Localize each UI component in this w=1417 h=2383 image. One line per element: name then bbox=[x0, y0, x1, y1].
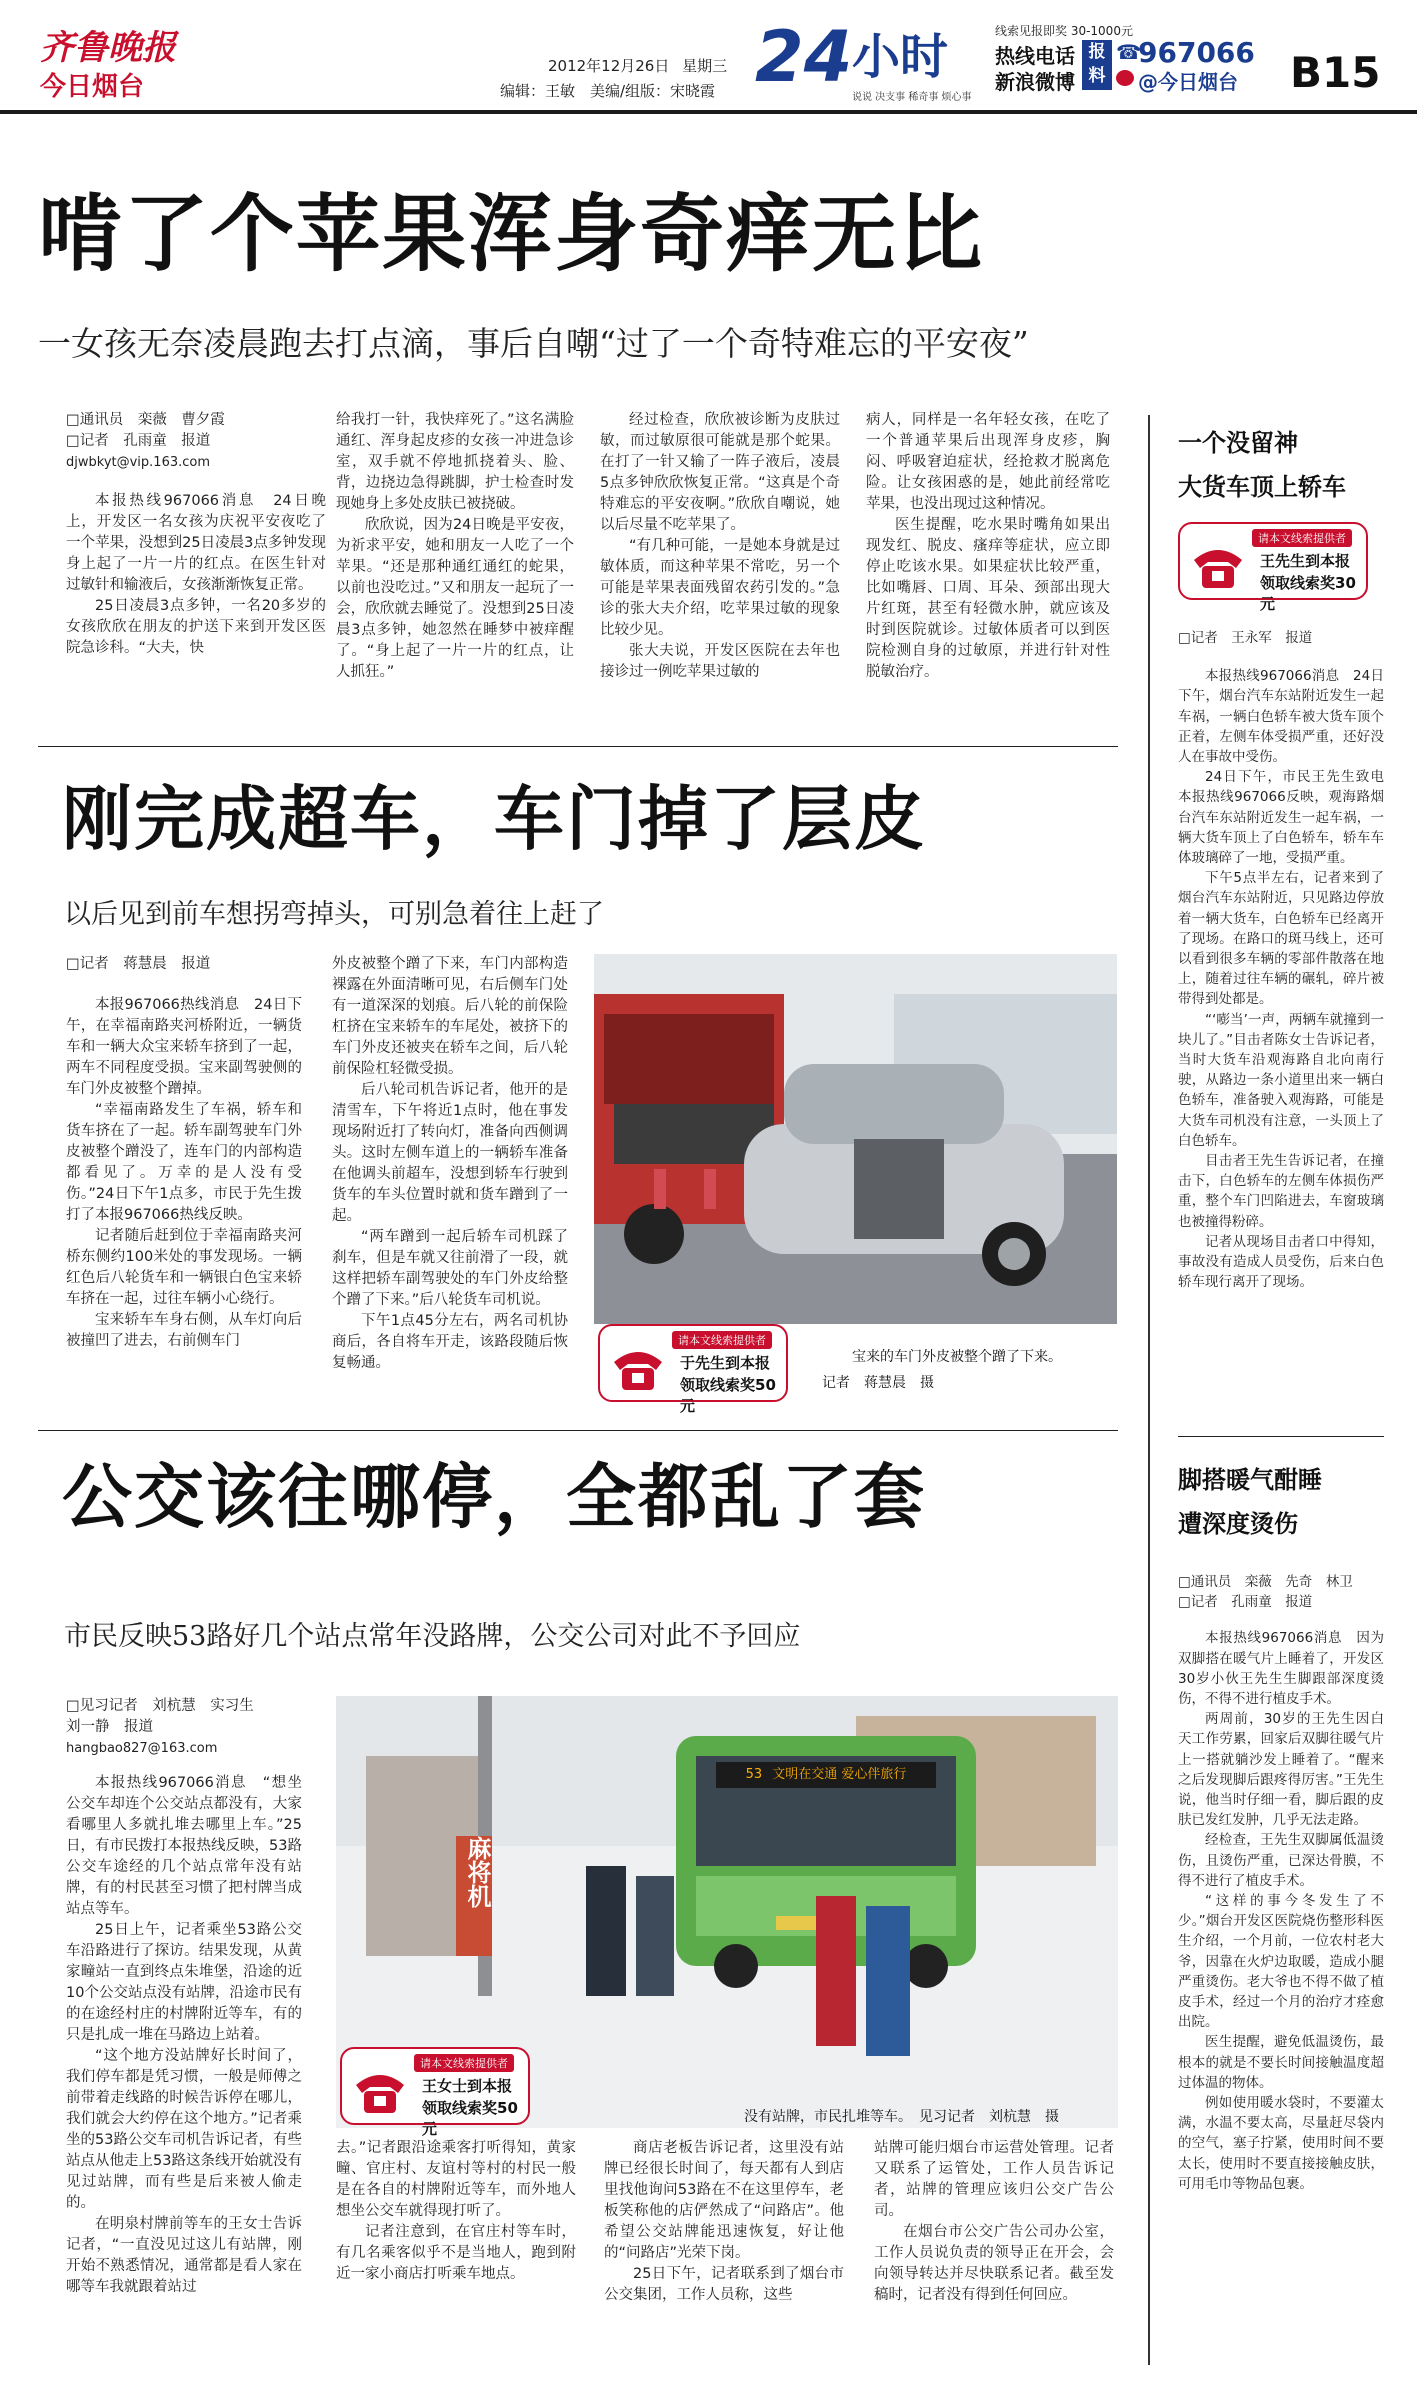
story2-col1 bbox=[66, 954, 302, 1352]
side1-body bbox=[1178, 628, 1384, 1293]
story3-col1 bbox=[66, 1696, 302, 2298]
story3-reward-box bbox=[340, 2047, 530, 2138]
phone-icon: ☎ bbox=[1116, 40, 1141, 64]
telephone-icon bbox=[350, 2063, 410, 2119]
reward-line2: 领取线索奖50元 bbox=[422, 2099, 518, 2138]
paragraph: 25日凌晨3点多钟，一名20多岁的女孩欣欣在朋友的护送下来到开发区医院急诊科。“大夫，快 bbox=[66, 598, 326, 656]
reward-line1: 于先生到本报 bbox=[680, 1354, 771, 1372]
paragraph: 本报热线967066消息 “想坐公交车却连个公交站点都没有，大家看哪里人多就扎堆去哪里上车。”25日，有市民拨打本报热线反映，53路公交车途经的几个站点常年没有站牌，有的村民甚至习惯了把村牌当成站点等车。 bbox=[66, 1775, 302, 1917]
telephone-icon bbox=[608, 1340, 668, 1396]
story2-caption: 宝来的车门外皮被整个蹭了下来。 bbox=[852, 1349, 1062, 1365]
paragraph: 目击者王先生告诉记者，在撞击下，白色轿车的左侧车体损伤严重，整个车门凹陷进去，车窗玻璃也被撞得粉碎。 bbox=[1178, 1153, 1384, 1230]
paragraph: “两车蹭到一起后轿车司机踩了刹车，但是车就又往前滑了一段，就这样把轿车副驾驶处的车门外皮给整个蹭了下来。”后八轮货车司机说。 bbox=[332, 1229, 568, 1308]
shop-sign: 麻将机 bbox=[463, 1836, 491, 1908]
sidebar-rule bbox=[1148, 415, 1150, 2365]
bus-destination-sign bbox=[716, 1762, 936, 1788]
story3-col4 bbox=[874, 2138, 1114, 2306]
paragraph: 病人，同样是一名年轻女孩，在吃了一个普通苹果后出现浑身皮疹，胸闷、呼吸窘迫症状，经抢救才脱离危险。让女孩困惑的是，她此前经常吃苹果，也没出现过这种情况。 bbox=[866, 412, 1110, 512]
paragraph: 张大夫说，开发区医院在去年也接诊过一例吃苹果过敏的 bbox=[600, 643, 840, 680]
weibo-label: 新浪微博 bbox=[995, 70, 1075, 94]
story2-reward-box bbox=[598, 1324, 788, 1415]
brand-hours: 小时 bbox=[852, 29, 949, 85]
paragraph: 记者随后赶到位于幸福南路夹河桥东侧约100米处的事发现场。一辆红色后八轮货车和一辆银白色宝来轿车挤在一起，过往车辆小心绕行。 bbox=[66, 1228, 302, 1307]
paragraph: 例如使用暖水袋时，不要灌太满，水温不要太高，尽量赶尽袋内的空气，塞子拧紧，使用时间不要太长，使用时不要直接接触皮肤，可用毛巾等物品包裹。 bbox=[1178, 2095, 1384, 2192]
weekday: 星期三 bbox=[682, 57, 728, 75]
story1-col2 bbox=[336, 410, 574, 683]
baoliao-text: 报料 bbox=[1088, 42, 1106, 86]
side2-body bbox=[1178, 1572, 1384, 2194]
paragraph: “有几种可能，一是她本身就是过敏体质，而这种苹果不常吃，另一个可能是苹果表面残留农药引发的。”急诊的张大夫介绍，吃苹果过敏的现象比较少见。 bbox=[600, 538, 840, 638]
side1-headline-line2: 大货车顶上轿车 bbox=[1178, 473, 1346, 501]
hotline-number: 967066 bbox=[1138, 36, 1255, 69]
paragraph: 给我打一针，我快痒死了。”这名满脸通红、浑身起皮疹的女孩一冲进急诊室，双手就不停地抓挠着头、脸、背，边挠边急得跳脚，护士检查时发现她身上多处皮肤已被挠破。 bbox=[336, 412, 574, 512]
story1-subheadline: 一女孩无奈凌晨跑去打点滴，事后自嘲“过了一个奇特难忘的平安夜” bbox=[38, 324, 1029, 363]
story1-col4 bbox=[866, 410, 1110, 683]
paragraph: 本报967066热线消息 24日下午，在幸福南路夹河桥附近，一辆货车和一辆大众宝来轿车挤到了一起，两车不同程度受损。宝来副驾驶侧的车门外皮被整个蹭掉。 bbox=[66, 997, 302, 1097]
paragraph: 外皮被整个蹭了下来，车门内部构造裸露在外面清晰可见，右后侧车门处有一道深深的划痕。后八轮的前保险杠挤在宝来轿车的车尾处，被挤下的车门外皮还被夹在轿车之间，后八轮前保险杠轻微受损。 bbox=[332, 956, 568, 1077]
byline: □记者 蒋慧晨 报道 bbox=[66, 956, 211, 972]
paragraph: 经过检查，欣欣被诊断为皮肤过敏，而过敏原很可能就是那个蛇果。在打了一针又输了一阵子液后，凌晨5点多钟欣欣恢复正常。“这真是个奇特难忘的平安夜啊。”欣欣自嘲说，她以后尽量不吃苹果了。 bbox=[600, 412, 840, 533]
side1-headline bbox=[1178, 425, 1346, 505]
story1-col1 bbox=[66, 410, 326, 659]
side2-headline-line2: 遭深度烫伤 bbox=[1178, 1510, 1298, 1538]
paragraph: 本报热线967066消息 因为双脚搭在暖气片上睡着了，开发区30岁小伙王先生生脚跟部深度烫伤，不得不进行植皮手术。 bbox=[1178, 1630, 1384, 1708]
paragraph: 本报热线967066消息 24日下午，烟台汽车东站附近发生一起车祸，一辆白色轿车被大货车顶个正着，左侧车体受损严重，还好没人在事故中受伤。 bbox=[1178, 668, 1384, 766]
paragraph: 医生提醒，避免低温烫伤，最根本的就是不要长时间接触温度超过体温的物体。 bbox=[1178, 2034, 1384, 2091]
paragraph: 25日上午，记者乘坐53路公交车沿路进行了探访。结果发现，从黄家疃站一直到终点朱堆堡，沿途的近10个公交站点没有站牌，沿途市民有的在途经村庄的村牌附近等车，有的只是扎成一堆在马路边上站着。 bbox=[66, 1922, 302, 2043]
byline: □记者 王永军 报道 bbox=[1178, 630, 1313, 646]
paragraph: 在明泉村牌前等车的王女士告诉记者，“一直没见过这儿有站牌，刚开始不熟悉情况，通常都是看人家在哪等车我就跟着站过 bbox=[66, 2216, 302, 2295]
paragraph: 商店老板告诉记者，这里没有站牌已经很长时间了，每天都有人到店里找他询问53路在不在这里停车，老板笑称他的店俨然成了“问路店”。他希望公交站牌能迅速恢复，好让他的“问路店”光荣下岗。 bbox=[604, 2140, 844, 2261]
reward-line1: 王先生到本报 bbox=[1260, 552, 1351, 570]
paragraph: 记者从现场目击者口中得知，事故没有造成人员受伤，后来白色轿车现行离开了现场。 bbox=[1178, 1233, 1384, 1291]
date: 2012年12月26日 bbox=[548, 57, 670, 75]
story3-caption: 没有站牌，市民扎堆等车。 见习记者 刘杭慧 摄 bbox=[744, 2109, 1059, 2125]
story2-col2 bbox=[332, 954, 568, 1374]
email: djwbkyt@vip.163.com bbox=[66, 455, 211, 470]
paragraph: “幸福南路发生了车祸，轿车和货车挤在了一起。轿车副驾驶车门外皮被整个蹭没了，连车门的内部构造都看见了。万幸的是人没有受伤。”24日下午1点多，市民于先生拨打了本报967066热线反映。 bbox=[66, 1102, 302, 1223]
paragraph: 后八轮司机告诉记者，他开的是清雪车，下午将近1点时，他在事发现场附近打了转向灯，准备向西侧调头。这时左侧车道上的一辆轿车准备在他调头前超车，没想到轿车行驶到货车的车头位置时就和货车蹭到了一起。 bbox=[332, 1082, 568, 1224]
reward-tag: 请本文线索提供者 bbox=[672, 1331, 772, 1349]
paragraph: 在烟台市公交广告公司办公室，工作人员说负责的领导正在开会，会向领导转达并尽快联系记者。截至发稿时，记者没有得到任何回应。 bbox=[874, 2224, 1114, 2303]
story-divider bbox=[38, 746, 1118, 747]
reward-line2: 领取线索奖30元 bbox=[1260, 574, 1356, 613]
story3-headline: 公交该往哪停，全都乱了套 bbox=[62, 1456, 926, 1538]
paragraph: 下午5点半左右，记者来到了烟台汽车东站附近，只见路边停放着一辆大货车，白色轿车已经离开了现场。在路口的斑马线上，还可以看到很多车辆的零部件散落在地上，随着过往车辆的碾轧，碎片被带得到处都是。 bbox=[1178, 870, 1384, 1008]
paragraph: 25日下午，记者联系到了烟台市公交集团，工作人员称，这些 bbox=[604, 2266, 844, 2303]
car-accident-illustration bbox=[594, 954, 1117, 1324]
byline: □记者 孔雨童 报道 bbox=[66, 433, 211, 449]
sidebar-divider bbox=[1178, 1436, 1384, 1437]
story1-headline: 啃了个苹果浑身奇痒无比 bbox=[38, 185, 985, 283]
paragraph: 宝来轿车车身右侧，从车灯向后被撞凹了进去，右前侧车门 bbox=[66, 1312, 302, 1349]
story2-headline: 刚完成超车，车门掉了层皮 bbox=[62, 778, 926, 860]
hotline-label: 热线电话 bbox=[995, 44, 1075, 68]
section-name: 今日烟台 bbox=[40, 72, 145, 102]
bus-sign-text: 文明在交通 爱心伴旅行 bbox=[772, 1767, 907, 1782]
reward-line2: 领取线索奖50元 bbox=[680, 1376, 776, 1415]
story3-subheadline: 市民反映53路好几个站点常年没路牌，公交公司对此不予回应 bbox=[64, 1621, 801, 1652]
masthead bbox=[0, 0, 1417, 110]
date-line bbox=[548, 55, 727, 76]
weibo-icon bbox=[1116, 70, 1134, 86]
paragraph: 欣欣说，因为24日晚是平安夜，为祈求平安，她和朋友一人吃了一个苹果。“还是那种通红通红的蛇果，以前也没吃过。”又和朋友一起玩了一会，欣欣就去睡觉了。没想到25日凌晨3点多钟，她忽然在睡梦中被痒醒了。“身上起了一片一片的红点，让人抓狂。” bbox=[336, 517, 574, 680]
paragraph: 记者注意到，在官庄村等车时，有几名乘客似乎不是当地人，跑到附近一家小商店打听乘车地点。 bbox=[336, 2224, 576, 2282]
byline: □通讯员 栾薇 先奇 林卫 bbox=[1178, 1574, 1353, 1590]
story1-col3 bbox=[600, 410, 840, 683]
reward-tag: 请本文线索提供者 bbox=[1252, 529, 1352, 547]
paragraph: 医生提醒，吃水果时嘴角如果出现发红、脱皮、瘙痒等症状，应立即停止吃该水果。如果症状比较严重，比如嘴唇、口周、耳朵、颈部出现大片红斑，甚至有轻微水肿，就应该及时到医院就诊。过敏体质者可以到医院检测自身的过敏原，并进行针对性脱敏治疗。 bbox=[866, 517, 1110, 680]
paragraph: “这样的事今冬发生了不少。”烟台开发区医院烧伤整形科医生介绍，一个月前，一位农村老大爷，因靠在火炉边取暖，造成小腿严重烫伤。老大爷也不得不做了植皮手术，经过一个月的治疗才痊愈出院。 bbox=[1178, 1893, 1384, 2031]
bus-route: 53 bbox=[745, 1767, 763, 1782]
brand-tagline: 说说 决支事 稀奇事 烦心事 bbox=[852, 92, 972, 103]
side1-headline-line1: 一个没留神 bbox=[1178, 429, 1298, 457]
story2-photo bbox=[594, 954, 1117, 1324]
page-number: B15 bbox=[1290, 48, 1381, 97]
paragraph: “这个地方没站牌好长时间了，我们停车都是凭习惯，一般是师傅之前带着走线路的时候告诉停在哪儿，我们就会大约停在这个地方。”记者乘坐的53路公交车司机告诉记者，有些站点从他走上53路这条线开始就没有见过站牌，而有些是后来被人偷走的。 bbox=[66, 2048, 302, 2211]
side2-headline bbox=[1178, 1462, 1322, 1542]
paragraph: 两周前，30岁的王先生因白天工作劳累，回家后双脚往暖气片上一搭就躺沙发上睡着了。“醒来之后发现脚后跟疼得厉害。”王先生说，他当时仔细一看，脚后跟的皮肤已发红发肿，几乎无法走路。 bbox=[1178, 1711, 1384, 1829]
paragraph: 经检查，王先生双脚属低温烫伤，且烫伤严重，已深达骨膜，不得不进行了植皮手术。 bbox=[1178, 1832, 1384, 1889]
paragraph: 24日下午，市民王先生致电本报热线967066反映，观海路烟台汽车东站附近发生一起车祸，一辆大货车顶上了白色轿车，轿车车体玻璃碎了一地，受损严重。 bbox=[1178, 769, 1384, 867]
paragraph: “‘嘭当’一声，两辆车就撞到一块儿了。”目击者陈女士告诉记者，当时大货车沿观海路自北向南行驶，从路边一条小道里出来一辆白色轿车，准备驶入观海路，可能是大货车司机没有注意，一头顶上了白色轿车。 bbox=[1178, 1011, 1384, 1149]
telephone-icon bbox=[1188, 538, 1248, 594]
brand-24: 24 bbox=[755, 16, 853, 98]
email: hangbao827@163.com bbox=[66, 1741, 218, 1756]
paragraph: 去。”记者跟沿途乘客打听得知，黄家疃、官庄村、友谊村等村的村民一般是在各自的村牌附近等车，而外地人想坐公交车就得现打听了。 bbox=[336, 2140, 576, 2219]
weibo-handle: @今日烟台 bbox=[1138, 70, 1238, 94]
reward-tag: 请本文线索提供者 bbox=[414, 2054, 514, 2072]
baoliao-badge bbox=[1082, 40, 1112, 90]
byline: □见习记者 刘杭慧 实习生 bbox=[66, 1698, 254, 1714]
paper-name: 齐鲁晚报 bbox=[40, 28, 176, 68]
paragraph: 本报热线967066消息 24日晚上，开发区一名女孩为庆祝平安夜吃了一个苹果，没想到25日凌晨3点多钟发现身上起了一片一片的红点。在医生针对过敏针和输液后，女孩渐渐恢复正常。 bbox=[66, 493, 326, 593]
masthead-rule bbox=[0, 110, 1417, 114]
side1-reward-box bbox=[1178, 522, 1368, 613]
reward-line1: 王女士到本报 bbox=[422, 2077, 513, 2095]
story3-col2 bbox=[336, 2138, 576, 2285]
story3-col3 bbox=[604, 2138, 844, 2306]
story2-subheadline: 以后见到前车想拐弯掉头，可别急着往上赶了 bbox=[64, 899, 604, 930]
paragraph: 站牌可能归烟台市运营处管理。记者又联系了运管处，工作人员告诉记者，站牌的管理应该归公交广告公司。 bbox=[874, 2140, 1114, 2219]
side2-headline-line1: 脚搭暖气酣睡 bbox=[1178, 1466, 1322, 1494]
byline: 刘一静 报道 bbox=[66, 1719, 153, 1735]
byline: □记者 孔雨童 报道 bbox=[1178, 1594, 1313, 1611]
byline: □通讯员 栾薇 曹夕霞 bbox=[66, 412, 225, 428]
paragraph: 下午1点45分左右，两名司机协商后，各自将车开走，该路段随后恢复畅通。 bbox=[332, 1313, 568, 1371]
reward-note: 线索见报即奖 30-1000元 bbox=[995, 24, 1133, 38]
story2-photo-credit: 记者 蒋慧晨 摄 bbox=[822, 1375, 934, 1391]
story-divider bbox=[38, 1430, 1118, 1431]
editors-line: 编辑：王敏 美编/组版：宋晓霞 bbox=[500, 82, 716, 100]
